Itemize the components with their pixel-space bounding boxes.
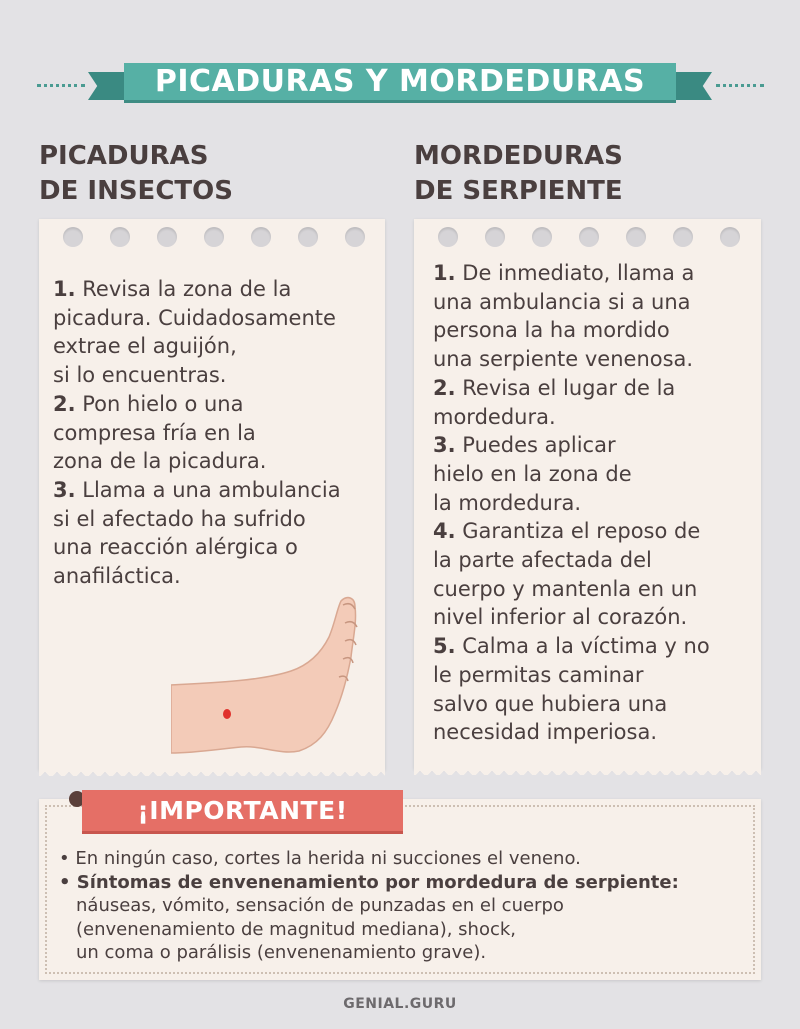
instruction-line <box>433 374 710 403</box>
punch-hole <box>157 227 177 247</box>
important-bullet-1: • En ningún caso, cortes la herida ni succiones el veneno. <box>59 848 581 869</box>
instruction-line <box>53 419 341 448</box>
step-text: la parte afectada del <box>433 548 652 573</box>
snakes-card <box>414 219 761 769</box>
snakes-heading <box>414 139 623 209</box>
punch-hole <box>251 227 271 247</box>
instruction-line <box>53 332 341 361</box>
instruction-line <box>53 275 341 304</box>
instruction-line <box>433 661 710 690</box>
insects-heading-line2: DE INSECTOS <box>39 176 233 206</box>
step-text: mordedura. <box>433 404 556 429</box>
snakes-instructions <box>433 259 710 747</box>
important-bullet-2-line: (envenenamiento de magnitud mediana), shock, <box>76 918 517 940</box>
punch-hole <box>720 227 740 247</box>
important-bullet-2-heading: • Síntomas de envenenamiento por mordedura de serpiente: <box>59 871 679 893</box>
step-number: 3. <box>53 477 76 502</box>
step-number: 1. <box>433 261 456 285</box>
punch-hole <box>673 227 693 247</box>
step-text: picadura. Cuidadosamente <box>53 305 336 330</box>
instruction-line <box>433 489 710 518</box>
instruction-line <box>433 718 710 747</box>
step-text: Pon hielo o una <box>75 391 244 416</box>
step-text: Llama a una ambulancia <box>75 477 341 502</box>
instruction-line <box>433 575 710 604</box>
brand-footer: GENIAL.GURU <box>343 996 457 1012</box>
step-text: anafiláctica. <box>53 564 181 589</box>
instruction-line <box>433 460 710 489</box>
step-text: zona de la picadura. <box>53 449 267 474</box>
instruction-line <box>433 517 710 546</box>
instruction-line <box>433 259 710 288</box>
instruction-line <box>433 632 710 661</box>
important-label <box>82 790 403 834</box>
instruction-line <box>53 304 341 333</box>
step-text: De inmediato, llama a <box>455 261 695 285</box>
instruction-line <box>53 447 341 476</box>
instruction-line <box>433 345 710 374</box>
punch-hole <box>345 227 365 247</box>
punch-hole <box>579 227 599 247</box>
insects-card <box>39 219 385 770</box>
foot-illustration <box>171 595 367 779</box>
step-text: extrae el aguijón, <box>53 334 237 359</box>
step-text: Revisa la zona de la <box>75 277 292 301</box>
foot-shape <box>171 598 356 753</box>
important-bullet-2-line: náuseas, vómito, sensación de punzadas en el cuerpo <box>76 895 564 916</box>
snakes-heading-line2: DE SERPIENTE <box>414 176 623 206</box>
step-number: 2. <box>53 391 76 416</box>
instruction-line <box>53 476 341 505</box>
instruction-line <box>433 316 710 345</box>
instruction-line <box>53 562 341 591</box>
banner-dots-left <box>37 84 85 87</box>
insects-instructions <box>53 275 341 591</box>
punch-hole <box>298 227 318 247</box>
step-text: una serpiente venenosa. <box>433 347 694 372</box>
step-text: compresa fría en la <box>53 420 256 445</box>
banner-dots-right <box>716 84 764 87</box>
insects-heading-line1: PICADURAS <box>39 141 209 171</box>
step-text: cuerpo y mantenla en un <box>433 576 698 601</box>
step-text: le permitas caminar <box>433 662 644 687</box>
snakes-heading-line1: MORDEDURAS <box>414 141 623 171</box>
step-number: 5. <box>433 634 456 659</box>
title-banner <box>124 63 676 103</box>
instruction-line <box>433 431 710 460</box>
punch-hole <box>438 227 458 247</box>
step-number: 1. <box>53 277 76 301</box>
punch-hole <box>63 227 83 247</box>
step-text: necesidad imperiosa. <box>433 720 658 745</box>
notebook-holes <box>438 227 740 247</box>
instruction-line <box>433 603 710 632</box>
insects-heading <box>39 139 233 209</box>
instruction-line <box>433 403 710 432</box>
instruction-line <box>433 546 710 575</box>
notebook-holes <box>63 227 365 247</box>
important-box <box>39 796 761 980</box>
sting-mark <box>223 709 231 719</box>
step-text: Revisa el lugar de la <box>455 375 676 400</box>
important-notes <box>59 847 679 965</box>
instruction-line <box>53 505 341 534</box>
step-text: si lo encuentras. <box>53 363 227 388</box>
important-bullet-2-line: un coma o parálisis (envenenamiento grave). <box>76 942 487 963</box>
step-text: la mordedura. <box>433 490 582 515</box>
instruction-line <box>53 533 341 562</box>
step-number: 4. <box>433 519 456 544</box>
banner-ribbon-tail-right <box>670 72 712 100</box>
step-number: 3. <box>433 433 456 458</box>
step-text: nivel inferior al corazón. <box>433 605 688 630</box>
step-text: una reacción alérgica o <box>53 535 298 560</box>
punch-hole <box>626 227 646 247</box>
instruction-line <box>433 288 710 317</box>
step-text: Garantiza el reposo de <box>455 519 701 544</box>
step-text: Puedes aplicar <box>455 433 616 458</box>
punch-hole <box>532 227 552 247</box>
instruction-line <box>53 390 341 419</box>
step-text: persona la ha mordido <box>433 318 670 343</box>
instruction-line <box>53 361 341 390</box>
punch-hole <box>110 227 130 247</box>
page-title: PICADURAS Y MORDEDURAS <box>154 64 646 99</box>
punch-hole <box>485 227 505 247</box>
step-number: 2. <box>433 375 456 400</box>
step-text: si el afectado ha sufrido <box>53 506 306 531</box>
step-text: salvo que hubiera una <box>433 691 668 716</box>
step-text: hielo en la zona de <box>433 461 632 486</box>
instruction-line <box>433 690 710 719</box>
punch-hole <box>204 227 224 247</box>
step-text: una ambulancia si a una <box>433 289 691 314</box>
step-text: Calma a la víctima y no <box>455 634 710 659</box>
important-title: ¡IMPORTANTE! <box>137 796 348 825</box>
